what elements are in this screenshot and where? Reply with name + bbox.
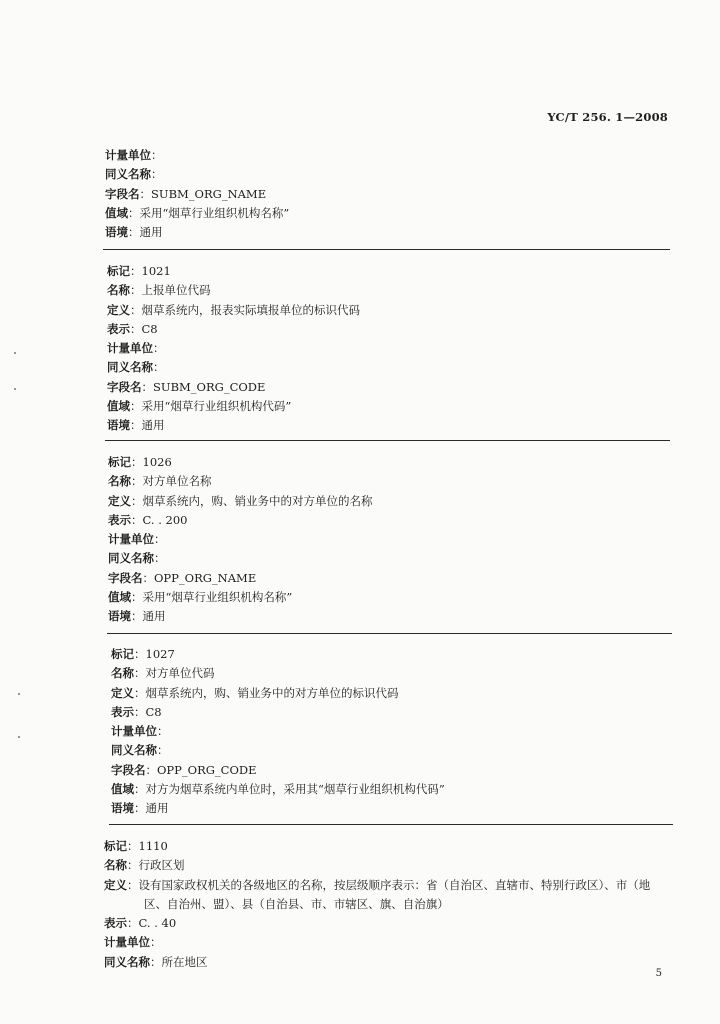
- field-value: ：通用: [131, 609, 166, 624]
- field-value: ：采用“烟草行业组织机构代码”: [130, 399, 292, 414]
- field-line: [111, 722, 691, 741]
- separator-rule: [109, 824, 673, 825]
- field-line: [104, 837, 684, 856]
- field-line: [107, 339, 687, 358]
- field-line: [105, 185, 685, 204]
- field-value: ：SUBM_ORG_NAME: [139, 186, 267, 201]
- field-value: ：通用: [128, 225, 163, 240]
- field-label: 计量单位: [108, 532, 154, 547]
- field-label: 字段名: [107, 379, 142, 394]
- field-value: ：SUBM_ORG_CODE: [141, 379, 266, 394]
- scan-dot: [14, 388, 16, 390]
- field-line: [108, 549, 688, 568]
- field-line: [111, 645, 691, 664]
- field-line: [107, 397, 687, 416]
- field-line: [104, 953, 684, 972]
- field-line: [111, 799, 691, 818]
- field-label: 标记: [108, 455, 131, 469]
- field-value: ：对方单位代码: [134, 666, 215, 681]
- field-value: ：通用: [130, 418, 165, 433]
- field-line: [105, 146, 685, 165]
- field-label: 表示: [104, 916, 127, 931]
- field-line: [107, 416, 687, 435]
- field-line: [108, 511, 688, 530]
- field-line: [105, 223, 685, 242]
- field-value: ：: [153, 360, 165, 375]
- field-value: ：通用: [134, 801, 169, 816]
- field-value: ：对方为烟草系统内单位时，采用其“烟草行业组织机构代码”: [134, 782, 445, 797]
- field-label: 表示: [108, 512, 131, 527]
- field-label: 计量单位: [107, 341, 153, 356]
- field-line: [111, 703, 691, 722]
- field-value: ：设有国家政权机关的各级地区的名称，按层级顺序表示：省（自治区、直辖市、特别行政区）、市（地: [127, 877, 651, 892]
- field-value: ：1021: [130, 264, 171, 278]
- field-label: 语境: [105, 225, 128, 240]
- field-label: 字段名: [105, 186, 140, 201]
- field-value: ：烟草系统内，报表实际填报单位的标识代码: [130, 302, 360, 317]
- field-label: 值域: [107, 399, 130, 414]
- field-label: 字段名: [108, 570, 143, 585]
- field-line: [111, 684, 691, 703]
- field-label: 表示: [107, 321, 130, 336]
- field-label: 同义名称: [104, 954, 150, 969]
- field-line: [108, 607, 688, 626]
- field-label: 名称: [104, 858, 127, 873]
- standard-number: YC/T 256. 1—2008: [547, 110, 668, 124]
- field-value: ：采用“烟草行业组织机构名称”: [131, 590, 293, 605]
- field-value: ：1026: [131, 455, 172, 469]
- field-value: ：烟草系统内，购、销业务中的对方单位的名称: [131, 493, 373, 508]
- field-label: 同义名称: [107, 360, 153, 375]
- field-line: [104, 856, 684, 875]
- field-line: [104, 914, 684, 933]
- field-label: 标记: [107, 264, 130, 278]
- field-value: ：上报单位代码: [130, 283, 211, 298]
- field-line: [107, 262, 687, 281]
- field-value: ：: [154, 551, 166, 566]
- field-value: ：C8: [134, 704, 162, 719]
- field-value: ：行政区划: [127, 858, 185, 873]
- field-label: 名称: [111, 666, 134, 681]
- scan-dot: [14, 352, 16, 354]
- field-line: [111, 741, 691, 760]
- field-line: [107, 358, 687, 377]
- page-number: 5: [655, 968, 662, 979]
- field-line: [111, 664, 691, 683]
- field-value: ：: [151, 167, 163, 182]
- field-line: [108, 588, 688, 607]
- field-value: ：C. . 40: [127, 916, 177, 931]
- field-value: ：烟草系统内，购、销业务中的对方单位的标识代码: [134, 685, 399, 700]
- field-label: 计量单位: [105, 148, 151, 162]
- field-line: [104, 876, 684, 895]
- field-line: [105, 165, 685, 184]
- field-label: 计量单位: [111, 724, 157, 739]
- field-line: [107, 378, 687, 397]
- field-label: 语境: [107, 418, 130, 433]
- field-line: [104, 895, 684, 914]
- field-line: [107, 281, 687, 300]
- field-value: ：: [157, 724, 169, 739]
- field-label: 定义: [108, 493, 131, 508]
- field-line: [111, 761, 691, 780]
- data-element-block: [111, 645, 691, 819]
- field-value: ：1027: [134, 647, 175, 661]
- field-label: 语境: [108, 609, 131, 624]
- field-line: [108, 453, 688, 472]
- field-label: 值域: [108, 590, 131, 605]
- data-element-block: [104, 837, 684, 972]
- field-value: ：对方单位名称: [131, 474, 212, 489]
- field-line: [107, 301, 687, 320]
- separator-rule: [103, 249, 670, 250]
- field-value: ：1110: [127, 839, 168, 853]
- field-value: ：采用“烟草行业组织机构名称”: [128, 205, 290, 220]
- field-line: [108, 530, 688, 549]
- field-line: [107, 320, 687, 339]
- field-label: 同义名称: [105, 167, 151, 182]
- field-value: ：OPP_ORG_CODE: [145, 762, 257, 777]
- field-label: 标记: [111, 647, 134, 661]
- field-label: 定义: [104, 877, 127, 892]
- field-label: 标记: [104, 839, 127, 853]
- data-element-block: [105, 146, 685, 242]
- field-value: ：C. . 200: [131, 512, 188, 527]
- data-element-block: [108, 453, 688, 627]
- field-label: 字段名: [111, 762, 146, 777]
- field-label: 语境: [111, 801, 134, 816]
- field-label: 同义名称: [111, 743, 157, 758]
- field-value: ：: [154, 532, 166, 547]
- field-label: 值域: [105, 205, 128, 220]
- field-value: ：: [153, 341, 165, 356]
- field-line: [105, 204, 685, 223]
- field-line: [111, 780, 691, 799]
- field-label: 同义名称: [108, 551, 154, 566]
- field-label: 名称: [108, 474, 131, 489]
- field-line: [108, 492, 688, 511]
- field-label: 值域: [111, 782, 134, 797]
- field-value: ：: [151, 148, 163, 162]
- field-value: ：所在地区: [150, 954, 208, 969]
- field-line: [108, 472, 688, 491]
- field-label: 计量单位: [104, 935, 150, 950]
- field-line: [108, 569, 688, 588]
- field-value: ：: [150, 935, 162, 950]
- separator-rule: [105, 440, 670, 441]
- field-value: ：C8: [130, 321, 158, 336]
- field-line: [104, 933, 684, 952]
- field-label: 名称: [107, 283, 130, 298]
- field-label: 定义: [111, 685, 134, 700]
- field-value: ：OPP_ORG_NAME: [142, 570, 257, 585]
- separator-rule: [107, 633, 672, 634]
- field-value: 区、自治州、盟）、县（自治县、市、市辖区、旗、自治旗）: [144, 896, 449, 911]
- scan-dot: [18, 693, 20, 695]
- data-element-block: [107, 262, 687, 436]
- field-label: 定义: [107, 302, 130, 317]
- field-value: ：: [157, 743, 169, 758]
- scan-dot: [18, 736, 20, 738]
- field-label: 表示: [111, 704, 134, 719]
